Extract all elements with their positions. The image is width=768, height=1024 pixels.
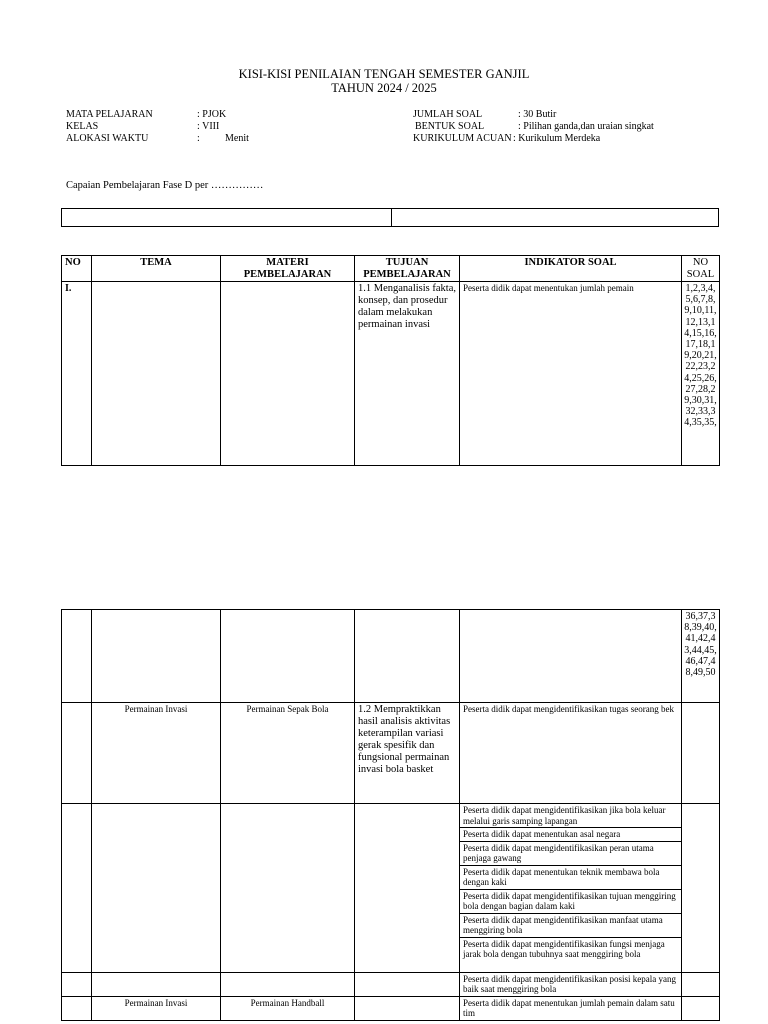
alokasi-value: Menit — [225, 133, 249, 144]
row6-indikator: Peserta didik dapat menentukan jumlah pemain dalam satu tim — [460, 996, 682, 1020]
header-no-soal: NO SOAL — [682, 256, 720, 282]
document-year: TAHUN 2024 / 2025 — [331, 81, 437, 95]
header-tujuan: TUJUAN PEMBELAJARAN — [355, 256, 460, 282]
row4-materi — [221, 804, 355, 973]
row5-tujuan — [355, 972, 460, 996]
bentuk-label: BENTUK SOAL — [415, 121, 485, 132]
row2-no — [62, 610, 92, 703]
row3-tujuan: 1.2 Mempraktikkan hasil analisis aktivitas keterampilan variasi gerak spesifik dan fungsional permainan invasi bola basket — [355, 703, 460, 804]
row3-indikator: Peserta didik dapat mengidentifikasikan tugas seorang bek — [460, 703, 682, 804]
jumlah-label: JUMLAH SOAL — [413, 109, 483, 120]
capaian-box-left — [62, 209, 392, 227]
indikator-item: Peserta didik dapat mengidentifikasikan manfaat utama menggiring bola — [460, 913, 681, 937]
kurikulum-label: KURIKULUM ACUAN — [413, 133, 512, 144]
row3-materi: Permainan Sepak Bola — [221, 703, 355, 804]
row2-materi — [221, 610, 355, 703]
table-row — [62, 804, 720, 973]
row2-tujuan — [355, 610, 460, 703]
row2-no-soal: 36,37,38,39,40,41,42,43,44,45,46,47,48,49,50 — [682, 610, 720, 703]
indikator-item: Peserta didik dapat menentukan teknik membawa bola dengan kaki — [460, 865, 681, 889]
row6-tema: Permainan Invasi — [92, 996, 221, 1020]
row1-tema — [92, 282, 221, 466]
row4-tema — [92, 804, 221, 973]
kisi-table-page2 — [61, 609, 720, 1021]
indikator-item: Peserta didik dapat menentukan asal negara — [460, 828, 681, 842]
bentuk-value: : Pilihan ganda,dan uraian singkat — [518, 121, 654, 132]
table-header-row — [62, 256, 720, 282]
header-materi: MATERI PEMBELAJARAN — [221, 256, 355, 282]
row4-tujuan — [355, 804, 460, 973]
kelas-label: KELAS — [66, 121, 99, 132]
row4-no — [62, 804, 92, 973]
indikator-item: Peserta didik dapat mengidentifikasikan jika bola keluar melalui garis samping lapangan — [460, 804, 681, 828]
header-tema: TEMA — [92, 256, 221, 282]
row6-no-soal — [682, 996, 720, 1020]
row5-materi — [221, 972, 355, 996]
row6-no — [62, 996, 92, 1020]
table-row — [62, 282, 720, 466]
header-no: NO — [62, 256, 92, 282]
mapel-label: MATA PELAJARAN — [66, 109, 153, 120]
row1-tujuan: 1.1 Menganalisis fakta, konsep, dan prosedur dalam melakukan permainan invasi — [355, 282, 460, 466]
row6-materi: Permainan Handball — [221, 996, 355, 1020]
jumlah-value: : 30 Butir — [518, 109, 557, 120]
capaian-box-right — [392, 209, 719, 227]
row4-indikator-group — [460, 804, 682, 973]
table-row — [62, 703, 720, 804]
indikator-sublist — [460, 804, 681, 972]
row1-indikator: Peserta didik dapat menentukan jumlah pemain — [460, 282, 682, 466]
row5-no — [62, 972, 92, 996]
row5-indikator: Peserta didik dapat mengidentifikasikan posisi kepala yang baik saat menggiring bola — [460, 972, 682, 996]
row5-tema — [92, 972, 221, 996]
indikator-item: Peserta didik dapat mengidentifikasikan fungsi menjaga jarak bola dengan tubuhnya saat menggiring bola — [460, 937, 681, 972]
table-row — [62, 996, 720, 1020]
indikator-item: Peserta didik dapat mengidentifikasikan tujuan menggiring bola dengan bagian dalam kaki — [460, 889, 681, 913]
row1-materi — [221, 282, 355, 466]
row5-no-soal — [682, 972, 720, 996]
row1-no-soal: 1,2,3,4,5,6,7,8,9,10,11,12,13,14,15,16,17,18,19,20,21,22,23,24,25,26,27,28,29,30,31,32,33,34,35,35, — [682, 282, 720, 466]
mapel-value: : PJOK — [197, 109, 227, 120]
kisi-table-page1 — [61, 255, 720, 466]
row3-tema: Permainan Invasi — [92, 703, 221, 804]
header-indikator: INDIKATOR SOAL — [460, 256, 682, 282]
kurikulum-value: : Kurikulum Merdeka — [513, 133, 601, 144]
row1-no: I. — [62, 282, 92, 466]
row2-tema — [92, 610, 221, 703]
row4-no-soal — [682, 804, 720, 973]
table-row — [62, 610, 720, 703]
alokasi-label: ALOKASI WAKTU — [66, 133, 149, 144]
capaian-box — [61, 208, 719, 227]
document-title: KISI-KISI PENILAIAN TENGAH SEMESTER GANJIL — [238, 67, 530, 81]
indikator-item: Peserta didik dapat mengidentifikasikan peran utama penjaga gawang — [460, 841, 681, 865]
row3-no-soal — [682, 703, 720, 804]
alokasi-colon: : — [197, 133, 200, 144]
table-row — [62, 972, 720, 996]
row6-tujuan — [355, 996, 460, 1020]
capaian-pembelajaran: Capaian Pembelajaran Fase D per …………… — [66, 180, 264, 191]
kelas-value: : VIII — [197, 121, 220, 132]
row2-indikator — [460, 610, 682, 703]
row3-no — [62, 703, 92, 804]
